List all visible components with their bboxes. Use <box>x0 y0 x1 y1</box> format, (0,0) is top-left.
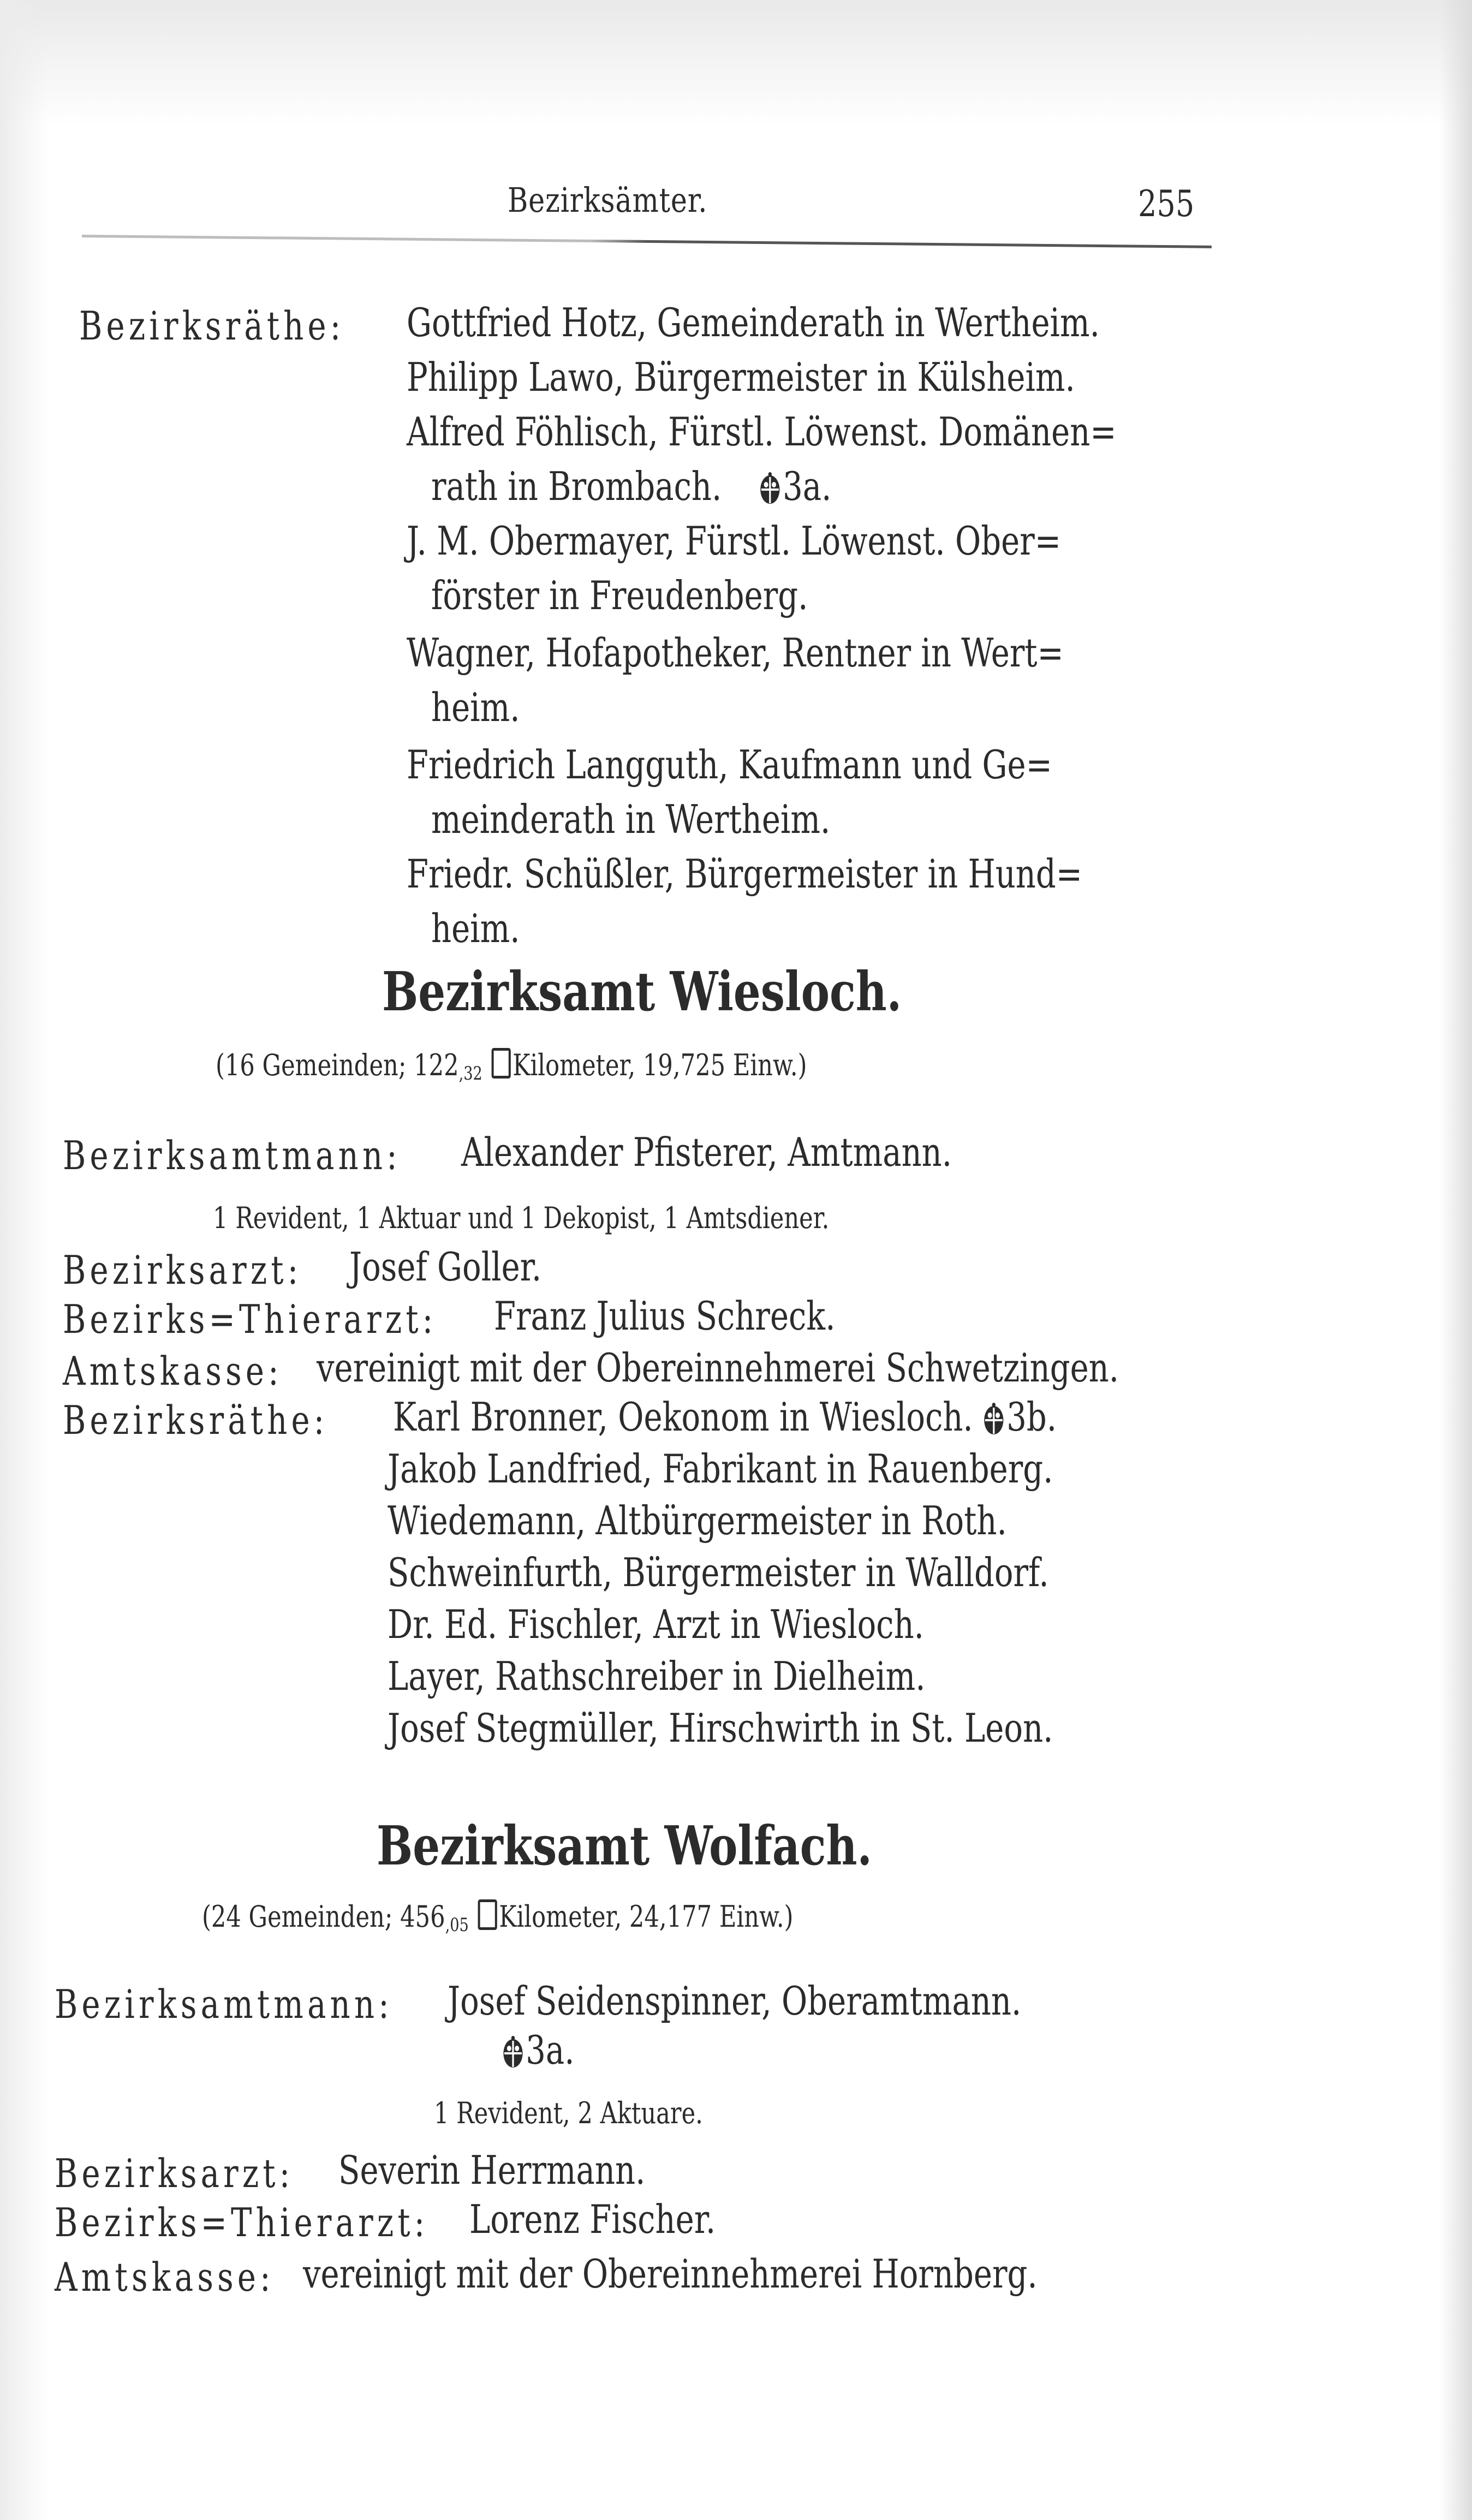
meta-gemeinden-area: (24 Gemeinden; 456 <box>202 1899 445 1934</box>
section-meta <box>202 1899 793 1936</box>
page-shadow-left <box>0 0 49 2520</box>
order-cross-icon <box>759 472 781 505</box>
council-member-continuation <box>431 463 832 509</box>
council-label: Bezirksräthe: <box>63 1397 329 1443</box>
amtmann-label: Bezirksamtmann: <box>55 1981 393 2027</box>
square-km-icon <box>478 1899 497 1930</box>
section-title: Bezirksamt Wiesloch. <box>382 961 902 1023</box>
amtmann-order <box>502 2027 575 2073</box>
council-member: Friedrich Langguth, Kaufmann und Ge= <box>407 742 1052 788</box>
council-member: Wiedemann, Altbürgermeister in Roth. <box>388 1498 1007 1544</box>
council-member: Gottfried Hotz, Gemeinderath in Wertheim. <box>407 300 1100 345</box>
amtmann-value: Josef Seidenspinner, Oberamtmann. <box>448 1978 1022 2024</box>
council-member: Wagner, Hofapotheker, Rentner in Wert= <box>407 630 1064 676</box>
order-cross-icon <box>983 1402 1005 1436</box>
meta-km-population: Kilometer, 24,177 Einw.) <box>499 1899 794 1934</box>
staff-line: 1 Revident, 2 Aktuare. <box>434 2096 703 2130</box>
council-member: Friedr. Schüßler, Bürgermeister in Hund= <box>407 851 1083 897</box>
order-class: 3b. <box>1006 1394 1057 1440</box>
order-class: 3a. <box>783 463 832 509</box>
arzt-value: Severin Herrmann. <box>338 2147 646 2193</box>
kasse-label: Amtskasse: <box>55 2254 275 2300</box>
meta-area-decimal: ,05 <box>445 1914 469 1936</box>
thierarzt-value: Franz Julius Schreck. <box>494 1293 836 1339</box>
kasse-label: Amtskasse: <box>63 1348 283 1394</box>
council-member: Jakob Landfried, Fabrikant in Rauenberg. <box>388 1446 1053 1492</box>
council-member-text: rath in Brombach. <box>431 463 722 509</box>
council-member-text: Karl Bronner, Oekonom in Wiesloch. <box>393 1394 973 1440</box>
council-member: Josef Stegmüller, Hirschwirth in St. Leon. <box>388 1705 1053 1751</box>
arzt-value: Josef Goller. <box>349 1244 542 1290</box>
meta-gemeinden-area: (16 Gemeinden; 122 <box>216 1048 459 1082</box>
council-label: Bezirksräthe: <box>79 303 345 349</box>
page-number: 255 <box>1138 183 1195 225</box>
council-member-with-order <box>393 1394 1057 1440</box>
section-title: Bezirksamt Wolfach. <box>377 1815 872 1878</box>
order-class: 3a. <box>526 2027 575 2073</box>
running-head: Bezirksämter. <box>508 180 708 220</box>
page-shadow-right <box>1439 0 1472 2520</box>
council-member: Philipp Lawo, Bürgermeister in Külsheim. <box>407 354 1075 400</box>
arzt-label: Bezirksarzt: <box>63 1247 302 1293</box>
kasse-value: vereinigt mit der Obereinnehmerei Schwetzingen. <box>317 1345 1119 1391</box>
council-member: Dr. Ed. Fischler, Arzt in Wiesloch. <box>388 1601 924 1647</box>
council-member-continuation: förster in Freudenberg. <box>431 573 808 618</box>
amtmann-value: Alexander Pfisterer, Amtmann. <box>461 1129 952 1175</box>
staff-line: 1 Revident, 1 Aktuar und 1 Dekopist, 1 Amtsdiener. <box>213 1201 830 1235</box>
council-member: Alfred Föhlisch, Fürstl. Löwenst. Domänen= <box>407 409 1117 455</box>
arzt-label: Bezirksarzt: <box>55 2150 294 2196</box>
council-member: Schweinfurth, Bürgermeister in Walldorf. <box>388 1550 1049 1595</box>
square-km-icon <box>492 1048 511 1079</box>
thierarzt-value: Lorenz Fischer. <box>469 2196 716 2242</box>
council-member-continuation: meinderath in Wertheim. <box>431 796 831 842</box>
meta-km-population: Kilometer, 19,725 Einw.) <box>512 1048 807 1082</box>
order-cross-icon <box>502 2035 524 2069</box>
section-meta <box>216 1048 807 1085</box>
council-member: J. M. Obermayer, Fürstl. Löwenst. Ober= <box>407 518 1062 564</box>
kasse-value: vereinigt mit der Obereinnehmerei Hornberg. <box>303 2251 1038 2297</box>
page-shadow-top <box>0 0 1472 126</box>
council-member-continuation: heim. <box>431 905 520 951</box>
council-member-continuation: heim. <box>431 684 520 730</box>
council-member: Layer, Rathschreiber in Dielheim. <box>388 1653 926 1699</box>
meta-area-decimal: ,32 <box>458 1063 482 1085</box>
amtmann-label: Bezirksamtmann: <box>63 1133 401 1178</box>
thierarzt-label: Bezirks=Thierarzt: <box>63 1296 437 1342</box>
thierarzt-label: Bezirks=Thierarzt: <box>55 2200 429 2245</box>
header-rule <box>82 235 1212 248</box>
